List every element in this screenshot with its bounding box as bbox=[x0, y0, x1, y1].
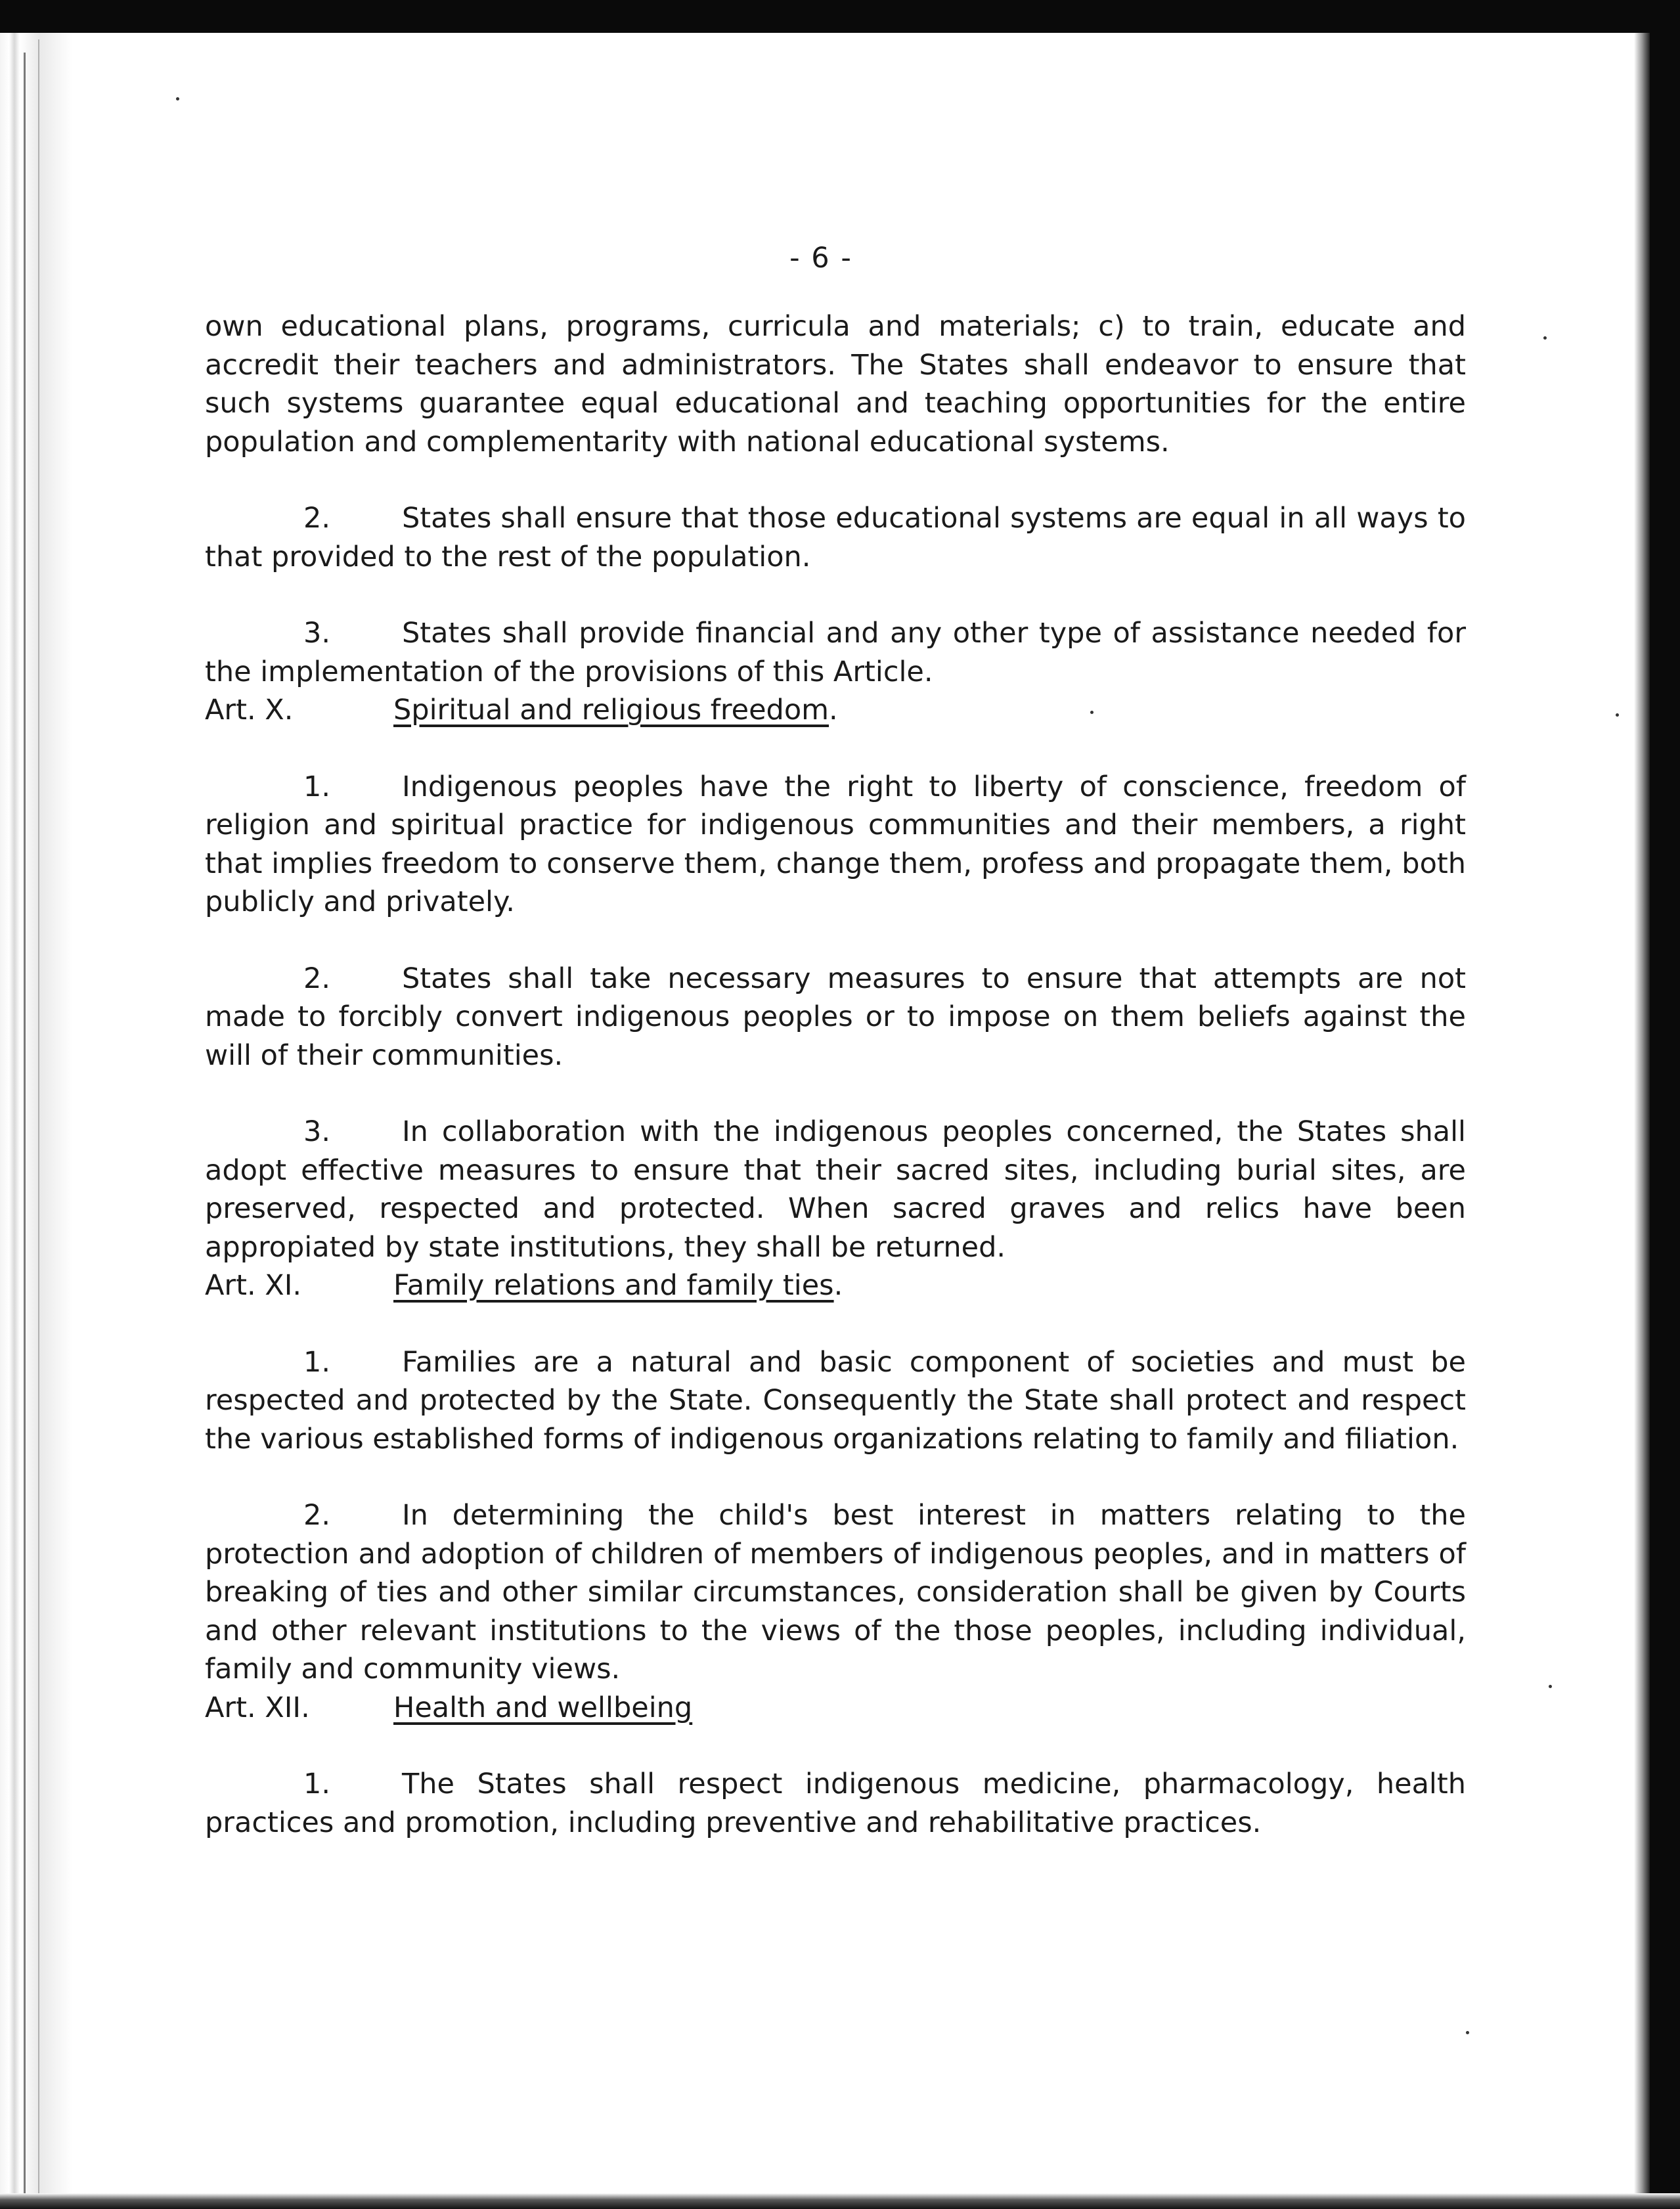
article-title-punct: . bbox=[829, 694, 838, 726]
item-text: In determining the child's best interest in matters relating to the protection and adoption of children of members of indigenous peoples, and in matters of breaking of ties and other similar circumstances, consideration shall be given by Courts and other relevant institutions to the views of the those peoples, including individual, family and community views. bbox=[205, 1499, 1466, 1685]
paragraph-item bbox=[205, 499, 1466, 576]
document-body bbox=[205, 307, 1466, 1842]
item-text: Families are a natural and basic component of societies and must be respected and protected by the State. Consequently the State shall protect and respect the various established forms of indigenous organizations relating to family and filiation. bbox=[205, 1345, 1466, 1456]
item-text: Indigenous peoples have the right to liberty of conscience, freedom of religion and spiritual practice for indigenous communities and their members, a right that implies freedom to conserve them, change them, profess and propagate them, both publicly and privately. bbox=[205, 770, 1466, 918]
article-title-punct: . bbox=[833, 1269, 843, 1302]
paragraph-continuation: own educational plans, programs, curricula and materials; c) to train, educate and accredit their teachers and administrators. The States shall endeavor to ensure that such systems guarantee equal educational and teaching opportunities for the entire population and complementarity with national educational systems. bbox=[205, 310, 1466, 458]
item-number: 2. bbox=[303, 502, 331, 535]
item-number: 2. bbox=[303, 962, 331, 995]
paragraph-item bbox=[205, 768, 1466, 922]
paragraph-item bbox=[205, 1496, 1466, 1689]
scan-right-shadow bbox=[1634, 33, 1650, 2209]
article-heading bbox=[205, 1689, 1466, 1728]
item-number: 2. bbox=[303, 1499, 331, 1532]
paragraph-item bbox=[205, 1113, 1466, 1266]
article-label: Art. XI. bbox=[205, 1269, 302, 1302]
scan-speck bbox=[1549, 1685, 1552, 1688]
page-number: - 6 - bbox=[789, 242, 852, 275]
item-text: In collaboration with the indigenous peoples concerned, the States shall adopt effective measures to ensure that their sacred sites, including burial sites, are preserved, respected and protected. When sacred graves and relics have been appropiated by state institutions, they shall be returned. bbox=[205, 1115, 1466, 1264]
article-title: Family relations and family ties bbox=[393, 1269, 834, 1302]
item-number: 1. bbox=[303, 1768, 331, 1800]
scan-left-margin bbox=[0, 33, 72, 2209]
article-title: Spiritual and religious freedom bbox=[393, 694, 829, 726]
item-text: States shall ensure that those educational systems are equal in all ways to that provided to the rest of the population. bbox=[205, 502, 1466, 573]
item-text: States shall take necessary measures to ensure that attempts are not made to forcibly convert indigenous peoples or to impose on them beliefs against the will of their communities. bbox=[205, 962, 1466, 1072]
article-heading bbox=[205, 691, 1466, 730]
article-label: Art. X. bbox=[205, 694, 294, 726]
article-title: Health and wellbeing bbox=[393, 1691, 693, 1724]
item-number: 3. bbox=[303, 617, 331, 650]
paragraph-item bbox=[205, 960, 1466, 1075]
scan-right-border bbox=[1650, 33, 1680, 2209]
scan-bottom-border bbox=[0, 2193, 1680, 2209]
item-number: 1. bbox=[303, 1345, 331, 1379]
paragraph-item bbox=[205, 1765, 1466, 1842]
scan-left-edge-line-inner bbox=[38, 39, 39, 2194]
item-number: 1. bbox=[303, 770, 331, 803]
scan-top-border bbox=[0, 0, 1680, 33]
scan-speck bbox=[1543, 336, 1547, 340]
paragraph-item bbox=[205, 614, 1466, 691]
scan-speck bbox=[1466, 2031, 1469, 2034]
scan-left-edge-line bbox=[24, 53, 26, 2194]
scan-speck bbox=[176, 97, 179, 100]
item-text: The States shall respect indigenous medicine, pharmacology, health practices and promotion, including preventive and rehabilitative practices. bbox=[205, 1768, 1466, 1839]
paragraph-item bbox=[205, 1343, 1466, 1459]
article-label: Art. XII. bbox=[205, 1691, 310, 1724]
item-number: 3. bbox=[303, 1115, 331, 1148]
article-heading bbox=[205, 1266, 1466, 1305]
scan-speck bbox=[1616, 713, 1619, 717]
item-text: States shall provide financial and any other type of assistance needed for the implementation of the provisions of this Article. bbox=[205, 617, 1466, 688]
